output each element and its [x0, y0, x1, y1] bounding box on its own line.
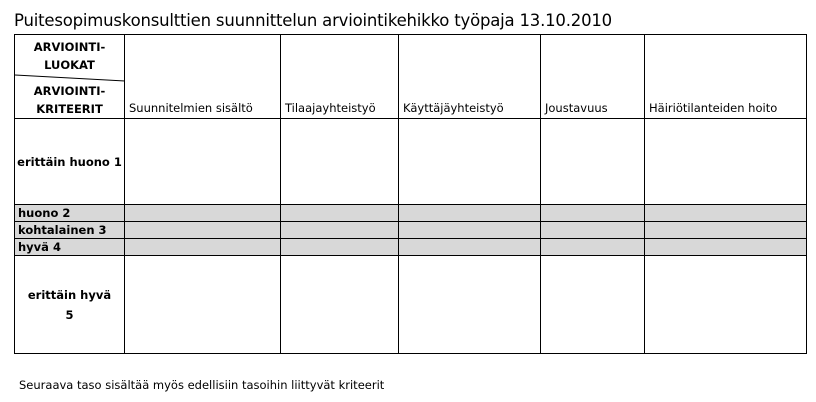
table-cell — [541, 222, 645, 239]
table-cell — [281, 119, 399, 205]
table-row — [15, 256, 807, 354]
table-row — [15, 239, 807, 256]
column-header: Häiriötilanteiden hoito — [645, 35, 807, 119]
row-label: kohtalainen 3 — [15, 222, 125, 239]
table-cell — [125, 222, 281, 239]
column-header: Käyttäjäyhteistyö — [399, 35, 541, 119]
table-cell — [541, 256, 645, 354]
corner-cell — [15, 35, 125, 119]
table-cell — [541, 119, 645, 205]
table-cell — [281, 205, 399, 222]
row-label-line1: erittäin hyvä — [27, 287, 112, 302]
table-cell — [125, 205, 281, 222]
evaluation-table — [14, 34, 807, 354]
table-cell — [645, 222, 807, 239]
column-header: Tilaajayhteistyö — [281, 35, 399, 119]
table-cell — [125, 239, 281, 256]
column-header: Joustavuus — [541, 35, 645, 119]
row-label — [15, 256, 125, 354]
table-cell — [399, 119, 541, 205]
column-header: Suunnitelmien sisältö — [125, 35, 281, 119]
table-cell — [399, 256, 541, 354]
table-row — [15, 119, 807, 205]
categories-header-line1: ARVIOINTI- — [33, 40, 106, 54]
categories-header — [15, 38, 124, 74]
table-cell — [399, 222, 541, 239]
row-label: huono 2 — [15, 205, 125, 222]
table-cell — [281, 222, 399, 239]
table-cell — [125, 119, 281, 205]
row-label-line2: 5 — [65, 307, 74, 322]
table-cell — [645, 119, 807, 205]
row-label: erittäin huono 1 — [15, 119, 125, 205]
table-cell — [281, 239, 399, 256]
table-cell — [125, 256, 281, 354]
table-cell — [541, 205, 645, 222]
table-row — [15, 205, 807, 222]
footnote: Seuraava taso sisältää myös edellisiin tasoihin liittyvät kriteerit — [19, 378, 385, 392]
row-label: hyvä 4 — [15, 239, 125, 256]
criteria-header-line1: ARVIOINTI- — [33, 84, 106, 98]
table-cell — [399, 239, 541, 256]
criteria-header-line2: KRITEERIT — [36, 102, 103, 116]
table-cell — [645, 239, 807, 256]
criteria-header — [15, 82, 124, 118]
table-row — [15, 222, 807, 239]
table-cell — [399, 205, 541, 222]
table-cell — [281, 256, 399, 354]
header-row — [15, 35, 807, 119]
table-cell — [645, 205, 807, 222]
table-cell — [645, 256, 807, 354]
page-title: Puitesopimuskonsulttien suunnittelun arviointikehikko työpaja 13.10.2010 — [14, 11, 612, 30]
categories-header-line2: LUOKAT — [44, 58, 95, 72]
table-cell — [541, 239, 645, 256]
